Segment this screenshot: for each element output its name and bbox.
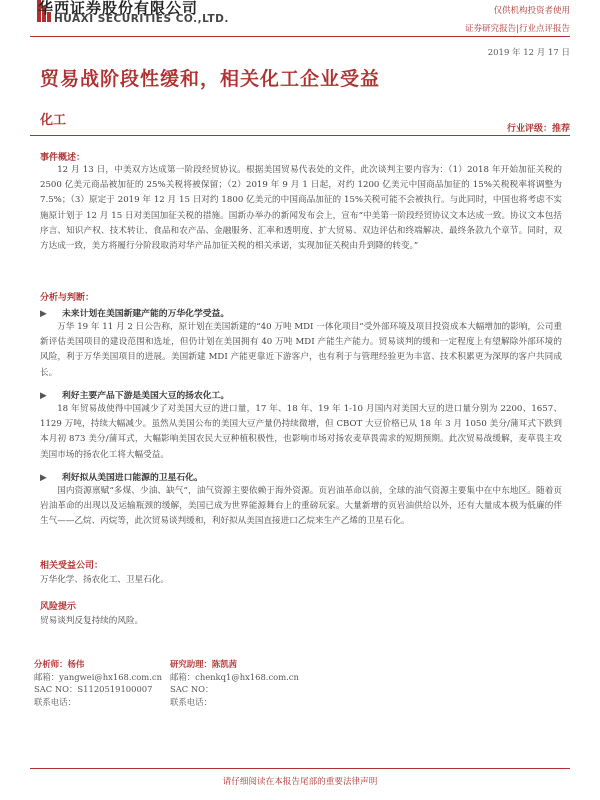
point-1-body: 万华 19 年 11 月 2 日公告称，原计划在美国新建的“40 万吨 MDI 一体化项目”受外部环境及项目投资成本大幅增加的影响，公司重新评估美国项目的建设范围和选址，但仍计划在美国拥有 40 万吨 MDI 产能生产能力。贸易谈判的缓和一定程度上有望解除外部环境的风险，利于万华美国项目的进展。美国新建 MDI 产能更靠近下游客户，也有利于与管理经验更为丰富、技术积累更为深厚的客户共同成长。 [40,322,562,378]
analyst-email[interactable]: 邮箱：yangwei@hx168.com.cn [34,671,162,682]
company-name-en: HUAXI SECURITIES CO.,LTD. [54,13,229,25]
point-2-body: 18 年贸易战使得中国减少了对美国大豆的进口量，17 年、18 年、19 年 1-10 月国内对美国大豆的进口量分别为 2200、1657、1129 万吨，持续大幅减少。虽然从美国公布的美国大豆产量仍持续微增，但 CBOT 大豆价格已从 18 年 3 月 1050 美分/蒲耳式下跌到本月初 873 美分/蒲耳式，大幅影响美国农民大豆种植积极性，也影响市场对扬农麦草畏需求的短期预期。此次贸易战缓解，麦草畏主攻美国市场的扬农化工将大幅受益。 [40,404,562,460]
analyst-phone: 联系电话： [34,696,76,707]
assistant-phone: 联系电话： [170,696,212,707]
assistant-block [170,658,390,708]
point-2-title: ▶ 利好主要产品下游是美国大豆的扬农化工。 [40,391,230,401]
industry-rating: 行业评级：推荐 [506,124,570,134]
analysis-heading: 分析与判断： [40,293,95,303]
page-title: 贸易战阶段性缓和，相关化工企业受益 [40,68,381,90]
bullet-arrow-icon: ▶ [40,391,47,401]
company-name-zh: 华西证券股份有限公司 [38,0,199,17]
title-divider [30,135,570,136]
assistant-sac: SAC NO： [170,684,214,694]
bullet-arrow-icon: ▶ [40,309,47,319]
beneficiaries-text: 万华化学、扬农化工、卫星石化。 [40,575,169,585]
sector-label: 化工 [40,113,67,128]
point-3-body: 国内资源禀赋“多煤、少油、缺气”，油气资源主要依赖于海外资源。页岩油革命以前，全球的油气资源主要集中在中东地区。随着页岩油革命的出现以及运输瓶颈的缓解，美国已成为世界能源舞台上的重磅玩家。大量新增的页岩油供给以外，还有大量成本极为低廉的伴生气——乙烷、丙烷等，此次贸易谈判缓和，利好拟从美国直接进口乙烷来生产乙烯的卫星石化。 [40,486,562,527]
point-3-title: ▶ 利好拟从美国进口能源的卫星石化。 [40,473,203,483]
beneficiaries-heading: 相关受益公司： [40,561,104,571]
risk-text: 贸易谈判反复持续的风险。 [40,616,144,626]
event-body: 12 月 13 日，中美双方达成第一阶段经贸协议。根据美国贸易代表处的文件，此次谈判主要内容为：（1）2018 年开始加征关税的 2500 亿美元商品被加征的 25%关税将被保留；（2）2019 年 9 月 1 日起，对约 1200 亿美元中国商品加征的 15%关税税率将调整为 7.5%；（3）原定于 2019 年 12 月 15 日对约 1800 亿美元的中国商品加征的 15%关税可能不会被执行。与此同时，中国也将考虑不实施原计划于 12 月 15 日对美国加征关税的措施。国新办举办的新闻发布会上，宣布“中美第一阶段经贸协议文本达成一致。协议文本包括序言、知识产权、技术转让、食品和农产品、金融服务、汇率和透明度、扩大贸易、双边评估和终端解决、最终条款九个章节。同时，双方达成一致，美方将履行分阶段取消对华产品加征关税的相关承诺，实现加征关税由升到降的转变。” [40,165,562,252]
header-divider [30,36,570,37]
report-type: 证券研究报告|行业点评报告 [465,24,570,34]
analyst-sac: SAC NO：S1120519100007 [34,684,153,694]
risk-heading: 风险提示 [40,602,77,612]
analyst-name: 分析师：杨伟 [34,659,85,669]
footer-divider [30,768,570,769]
investor-note: 仅供机构投资者使用 [493,6,570,16]
legal-notice: 请仔细阅读在本报告尾部的重要法律声明 [222,777,378,787]
point-1-title: ▶ 未来计划在美国新建产能的万华化学受益。 [40,309,230,319]
report-date: 2019 年 12 月 17 日 [487,48,570,58]
event-heading: 事件概述： [40,153,86,163]
assistant-email[interactable]: 邮箱：chenkq1@hx168.com.cn [170,671,299,682]
assistant-name: 研究助理：陈凯茜 [170,659,237,669]
bullet-arrow-icon: ▶ [40,473,47,483]
